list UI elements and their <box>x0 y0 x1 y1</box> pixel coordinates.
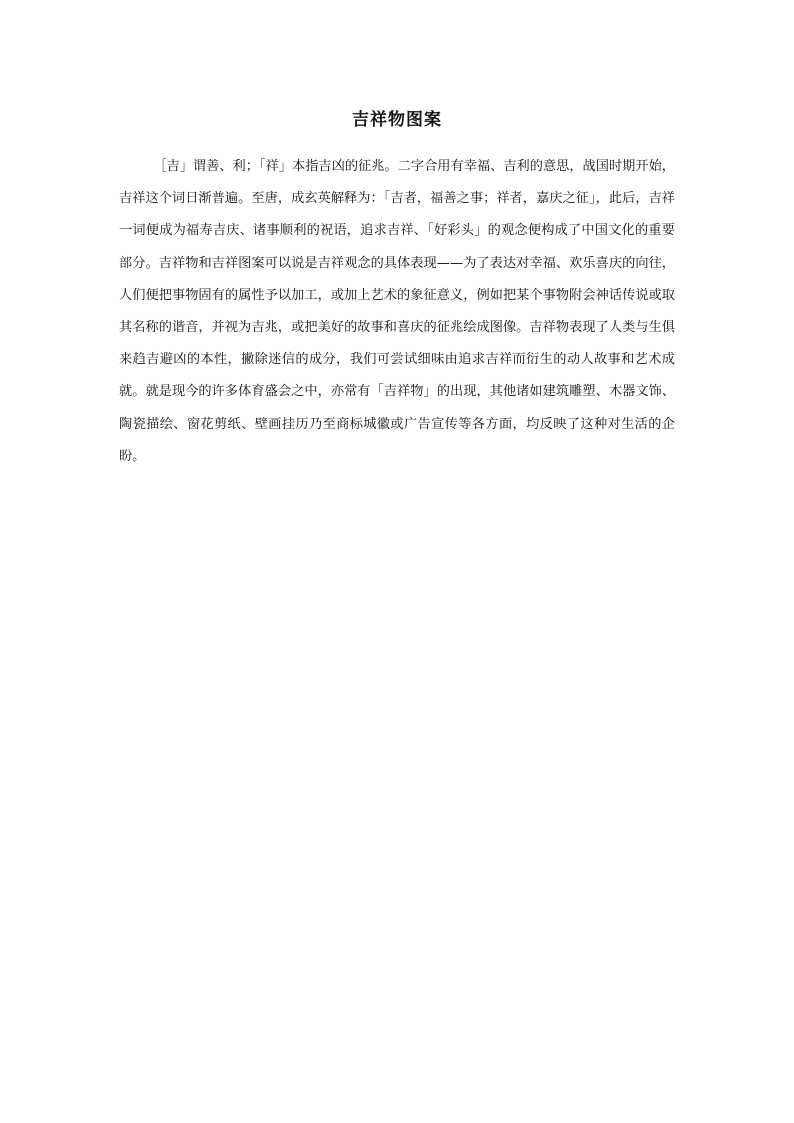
body-paragraph: ［吉」谓善、利；「祥」本指吉凶的征兆。二字合用有幸福、吉利的意思，战国时期开始，吉祥这个词日渐普遍。至唐，成玄英解释为：「吉者，福善之事；祥者，嘉庆之征」，此后，吉祥一词便成为福寿吉庆、诸事顺利的祝语，追求吉祥、「好彩头」的观念便构成了中国文化的重要部分。吉祥物和吉祥图案可以说是吉祥观念的具体表现——为了表达对幸福、欢乐喜庆的向往，人们便把事物固有的属性予以加工，或加上艺术的象征意义，例如把某个事物附会神话传说或取其名称的谐音，并视为吉兆，或把美好的故事和喜庆的征兆绘成图像。吉祥物表现了人类与生俱来趋吉避凶的本性，撇除迷信的成分，我们可尝试细味由追求吉祥而衍生的动人故事和艺术成就。就是现今的许多体育盛会之中，亦常有「吉祥物」的出现，其他诸如建筑雕塑、木器文饰、陶瓷描绘、窗花剪纸、壁画挂历乃至商标城徽或广告宣传等各方面，均反映了这种对生活的企盼。 <box>119 159 675 464</box>
document-title: 吉祥物图案 <box>352 110 442 130</box>
